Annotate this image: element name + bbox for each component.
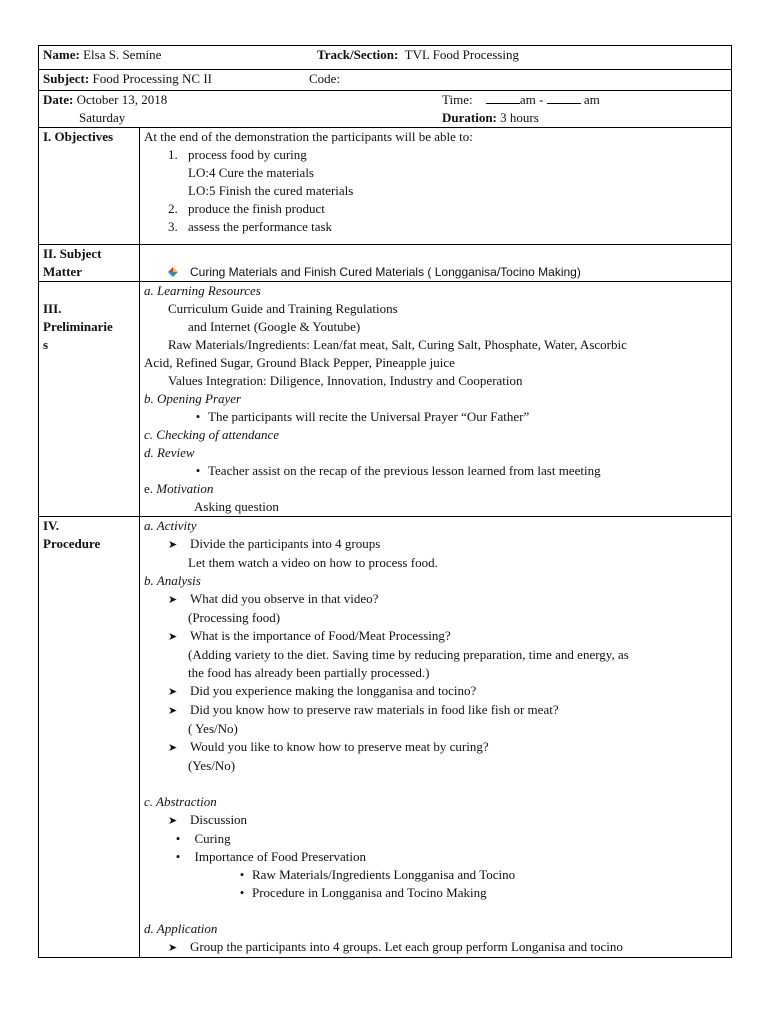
- list-item: Let them watch a video on how to process food.: [188, 555, 438, 570]
- name-label: Name:: [43, 47, 80, 62]
- motivation-item: Asking question: [194, 499, 279, 514]
- arrow-bullet-icon: ➤: [168, 942, 178, 954]
- name-cell: [43, 46, 317, 64]
- subject-row: [39, 70, 732, 91]
- objectives-row: [39, 128, 732, 245]
- time-am-2: am: [583, 92, 600, 107]
- arrow-bullet-icon: ➤: [168, 631, 178, 643]
- values-integration: Values Integration: Diligence, Innovation, Industry and Cooperation: [168, 373, 523, 388]
- review-heading: d. Review: [144, 445, 195, 460]
- objectives-label: I. Objectives: [39, 128, 140, 245]
- objective-item: 2. produce the finish product: [168, 201, 325, 216]
- day-value: Saturday: [79, 110, 126, 125]
- resource-line: Curriculum Guide and Training Regulations: [168, 301, 398, 316]
- list-item: ➤ Would you like to know how to preserve meat by curing?: [144, 738, 727, 757]
- arrow-bullet-icon: ➤: [168, 742, 178, 754]
- procedure-content: [140, 517, 732, 958]
- name-value: Elsa S. Semine: [83, 47, 162, 62]
- procedure-row: [39, 517, 732, 958]
- subject-value: Food Processing NC II: [92, 71, 212, 86]
- answer-line: (Adding variety to the diet. Saving time by reducing preparation, time and energy, as: [188, 647, 629, 662]
- raw-materials-line: Raw Materials/Ingredients: Lean/fat meat, Salt, Curing Salt, Phosphate, Water, Ascorbic: [168, 337, 627, 352]
- answer-line: (Processing food): [188, 610, 281, 625]
- time-end-blank: [547, 91, 581, 104]
- subject-label: Subject:: [43, 71, 90, 86]
- application-heading: d. Application: [144, 921, 218, 936]
- list-item: ➤ Did you know how to preserve raw materials in food like fish or meat?: [144, 701, 727, 720]
- lesson-plan-table: [38, 45, 732, 958]
- resource-line: and Internet (Google & Youtube): [188, 319, 361, 334]
- list-item: • Importance of Food Preservation: [144, 848, 727, 866]
- time-cell: [442, 91, 600, 127]
- list-item: • Raw Materials/Ingredients Longganisa and Tocino: [144, 866, 727, 884]
- track-label: Track/Section:: [317, 47, 399, 62]
- bullet-icon: •: [195, 409, 201, 424]
- arrow-bullet-icon: ➤: [168, 815, 178, 827]
- time-label: Time:: [442, 92, 473, 107]
- bullet-icon: •: [175, 831, 181, 846]
- subject-matter-text: Curing Materials and Finish Cured Materials ( Longganisa/Tocino Making): [190, 265, 581, 279]
- track-cell: [317, 46, 519, 64]
- subject-cell: [43, 70, 309, 88]
- list-item: ➤ What is the importance of Food/Meat Processing?: [144, 627, 727, 646]
- date-label: Date:: [43, 92, 74, 107]
- objectives-intro: At the end of the demonstration the participants will be able to:: [144, 129, 473, 144]
- code-label: Code:: [309, 71, 341, 86]
- list-item: • Curing: [144, 830, 727, 848]
- procedure-label: IV. Procedure: [39, 517, 140, 958]
- objective-item: LO:4 Cure the materials: [188, 165, 314, 180]
- bullet-icon: •: [239, 867, 245, 882]
- arrow-bullet-icon: ➤: [168, 539, 178, 551]
- list-item: • Procedure in Longganisa and Tocino Making: [144, 884, 727, 902]
- diamond-bullet-icon: [168, 267, 178, 277]
- subject-matter-label: II. Subject Matter: [39, 245, 140, 282]
- learning-resources-heading: a. Learning Resources: [144, 283, 261, 298]
- list-item: ➤ Group the participants into 4 groups. Let each group perform Longanisa and tocino: [144, 938, 727, 957]
- motivation-heading: e. Motivation: [144, 481, 214, 496]
- bullet-icon: •: [175, 849, 181, 864]
- time-start-blank: [486, 91, 520, 104]
- abstraction-heading: c. Abstraction: [144, 794, 217, 809]
- name-row: [39, 46, 732, 70]
- objectives-content: [140, 128, 732, 245]
- attendance-heading: c. Checking of attendance: [144, 427, 280, 442]
- list-item: ➤ Divide the participants into 4 groups: [144, 535, 727, 554]
- list-item: • The participants will recite the Universal Prayer “Our Father”: [144, 408, 727, 426]
- preliminaries-row: [39, 282, 732, 517]
- opening-prayer-heading: b. Opening Prayer: [144, 391, 242, 406]
- list-item: ➤ What did you observe in that video?: [144, 590, 727, 609]
- list-item: • Teacher assist on the recap of the previous lesson learned from last meeting: [144, 462, 727, 480]
- track-value: TVL Food Processing: [404, 47, 519, 62]
- date-cell: [43, 91, 442, 127]
- preliminaries-content: [140, 282, 732, 517]
- duration-label: Duration:: [442, 110, 497, 125]
- objective-item: 1. process food by curing: [168, 147, 307, 162]
- answer-line: (Yes/No): [188, 758, 236, 773]
- preliminaries-label: III. Preliminarie s: [39, 282, 140, 517]
- analysis-heading: b. Analysis: [144, 573, 201, 588]
- duration-value: 3 hours: [500, 110, 539, 125]
- date-row: [39, 91, 732, 128]
- raw-materials-line: Acid, Refined Sugar, Ground Black Pepper, Pineapple juice: [144, 355, 455, 370]
- list-item: ➤ Did you experience making the longganisa and tocino?: [144, 682, 727, 701]
- arrow-bullet-icon: ➤: [168, 594, 178, 606]
- answer-line: the food has already been partially processed.): [188, 665, 430, 680]
- bullet-icon: •: [195, 463, 201, 478]
- bullet-icon: •: [239, 885, 245, 900]
- activity-heading: a. Activity: [144, 518, 197, 533]
- arrow-bullet-icon: ➤: [168, 705, 178, 717]
- answer-line: ( Yes/No): [188, 721, 238, 736]
- subject-matter-content: [140, 245, 732, 282]
- list-item: ➤ Discussion: [144, 811, 727, 830]
- time-am-1: am -: [519, 92, 544, 107]
- date-value: October 13, 2018: [76, 92, 168, 107]
- arrow-bullet-icon: ➤: [168, 686, 178, 698]
- objective-item: LO:5 Finish the cured materials: [188, 183, 354, 198]
- objective-item: 3. assess the performance task: [168, 219, 333, 234]
- subject-matter-row: [39, 245, 732, 282]
